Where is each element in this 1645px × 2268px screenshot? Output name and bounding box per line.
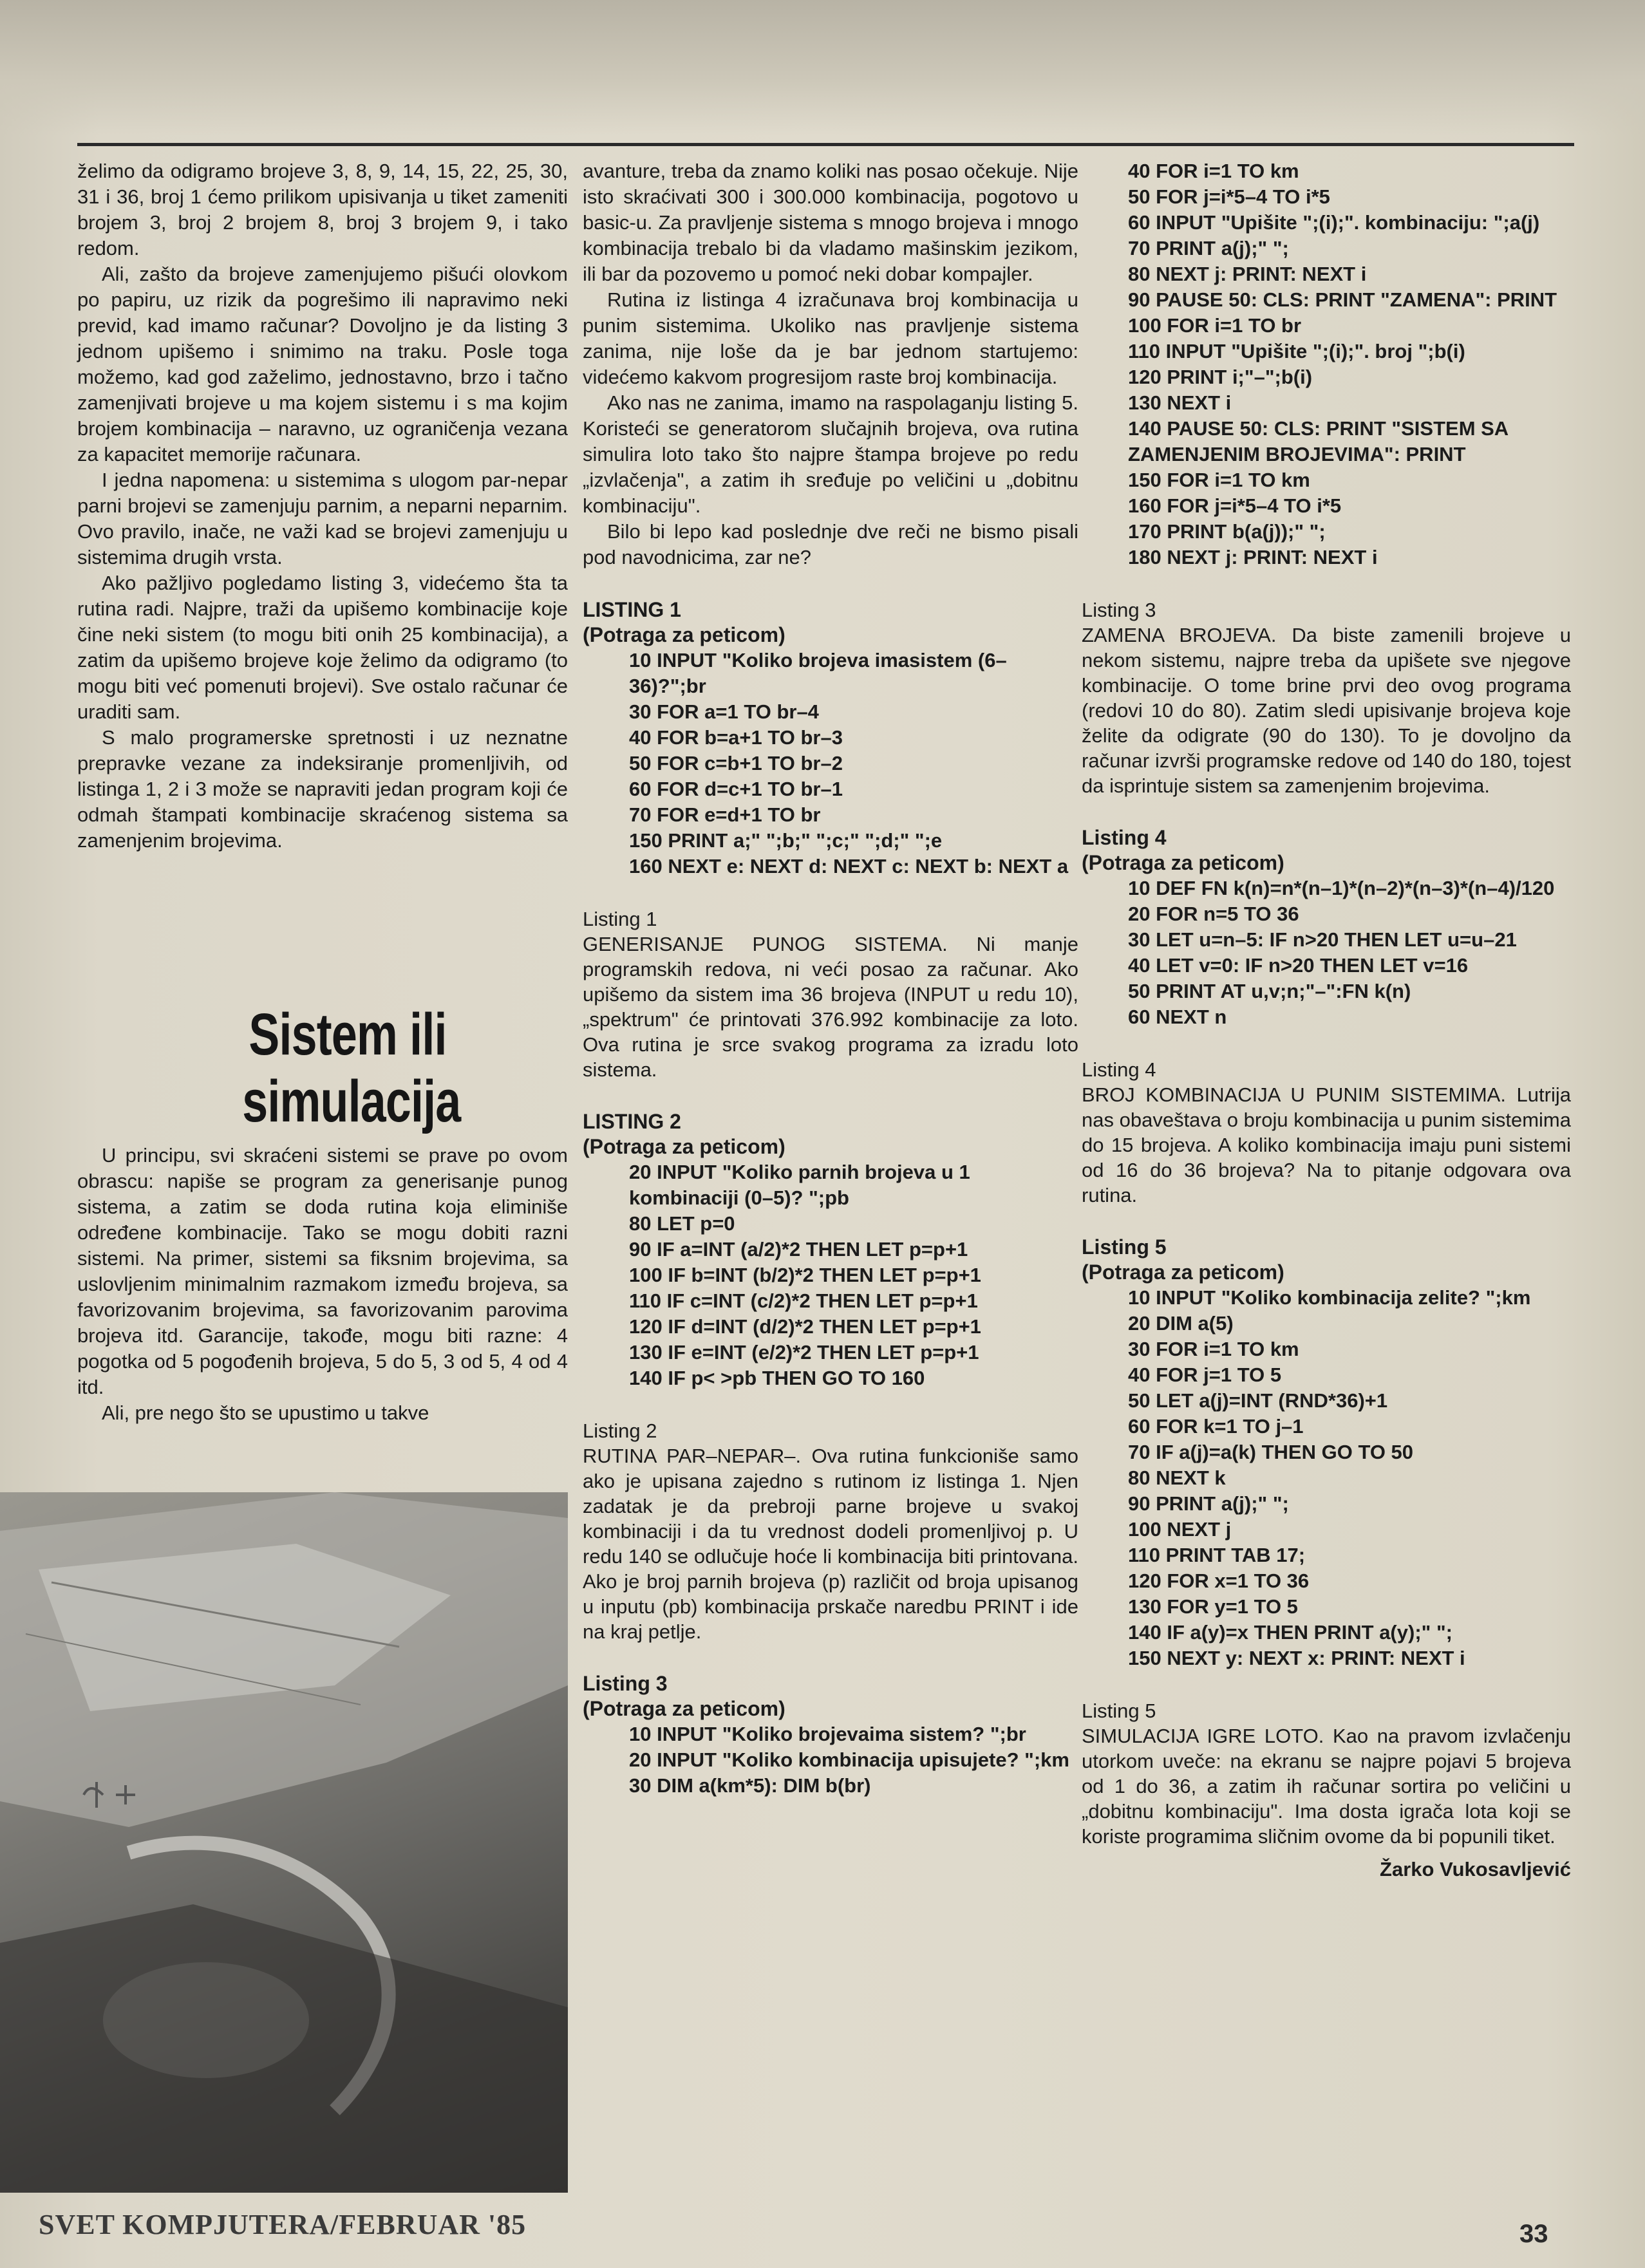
code-line: 130 IF e=INT (e/2)*2 THEN LET p=p+1 — [629, 1341, 979, 1364]
listing-title: LISTING 1 — [583, 598, 681, 621]
listing-subtitle: (Potraga za peticom) — [1082, 851, 1284, 874]
code-listing-3-continued — [1082, 158, 1571, 570]
code-line: 120 FOR x=1 TO 36 — [1128, 1570, 1310, 1592]
listing-subtitle: (Potraga za peticom) — [583, 1135, 785, 1158]
body-paragraph: S malo programerske spretnosti i uz neznatne prepravke vezane za indeksiranje promenljivih, od listinga 1, 2 i 3 može se napraviti jedan program koji će odmah štampati kombinacije skraćenog sistema sa zamenjenim brojevima. — [77, 726, 568, 852]
code-line: 140 IF a(y)=x THEN PRINT a(y);" "; — [1128, 1621, 1452, 1644]
body-paragraph: Ako nas ne zanima, imamo na raspolaganju listing 5. Koristeći se generatorom slučajnih brojeva, ova rutina simulira loto tako što najpre štampa brojeve po redu „izvlačenja", a zatim ih sređuje po veličini u „dobitnu kombinaciju". — [583, 391, 1078, 517]
code-line: 10 INPUT "Koliko kombinacija zelite? ";km — [1128, 1286, 1531, 1309]
code-line: 20 FOR n=5 TO 36 — [1128, 903, 1299, 925]
code-line: 80 NEXT k — [1128, 1467, 1226, 1489]
code-line: 110 INPUT "Upišite ";(i);". broj ";b(i) — [1128, 340, 1465, 362]
code-line: 40 FOR b=a+1 TO br–3 — [629, 726, 843, 749]
header-rule — [77, 143, 1574, 146]
column-2 — [583, 158, 1078, 1799]
code-line: 10 DEF FN k(n)=n*(n–1)*(n–2)*(n–3)*(n–4)/120 — [1128, 877, 1555, 899]
code-line: 150 PRINT a;" ";b;" ";c;" ";d;" ";e — [629, 829, 943, 852]
caption-text: ZAMENA BROJEVA. Da biste zamenili brojeve u nekom sistemu, najpre treba da upišete sve njegove kombinacije. O tome brine prvi deo ovog programa (redovi 10 do 80). Zatim sledi upisivanje brojeva koje želite da odigrate (90 do 130). To je dovoljno da računar izvrši programske redove od 140 do 180, tojest da isprintuje sistem sa zamenjenim brojevima. — [1082, 624, 1571, 797]
code-line: 10 INPUT "Koliko brojevaima sistem? ";br — [629, 1723, 1026, 1745]
photo-illustration — [0, 1492, 568, 2193]
code-line: 60 FOR d=c+1 TO br–1 — [629, 778, 843, 800]
code-line: 130 FOR y=1 TO 5 — [1128, 1595, 1298, 1618]
body-paragraph: I jedna napomena: u sistemima s ulogom par-nepar parni brojevi se zamenjuju parnim, a neparni neparnim. Ovo pravilo, inače, ne važi kad se brojevi zamenjuju u sistemima drugih vrsta. — [77, 469, 568, 568]
code-line: 40 LET v=0: IF n>20 THEN LET v=16 — [1128, 954, 1469, 977]
column-1-lower — [77, 1143, 568, 1426]
code-line: 10 INPUT "Koliko brojeva imasistem (6–36)?";br — [629, 649, 1007, 697]
caption-text: BROJ KOMBINACIJA U PUNIM SISTEMIMA. Lutrija nas obaveštava o broju kombinacija u punim sistemima do 15 brojeva. A koliko kombinacija imaju puni sistemi od 16 do 36 brojeva? Na to pitanje odgovara ova rutina. — [1082, 1083, 1571, 1206]
caption-title: Listing 4 — [1082, 1058, 1156, 1081]
article-photo — [0, 1492, 568, 2193]
listing-subtitle: (Potraga za peticom) — [583, 623, 785, 646]
author-signature: Žarko Vukosavljević — [1380, 1858, 1571, 1880]
code-line: 30 FOR i=1 TO km — [1128, 1338, 1299, 1360]
section-heading-line: Sistem ili — [249, 1002, 447, 1067]
caption-title: Listing 1 — [583, 908, 657, 930]
code-line: 80 LET p=0 — [629, 1212, 735, 1235]
caption-title: Listing 3 — [1082, 599, 1156, 621]
code-line: 80 NEXT j: PRINT: NEXT i — [1128, 263, 1367, 285]
section-heading — [242, 1001, 461, 1135]
page-top-shadow — [0, 0, 1645, 135]
code-listing-3 — [583, 1721, 1078, 1799]
body-paragraph: Ako pažljivo pogledamo listing 3, videćemo šta ta rutina radi. Najpre, traži da upišemo kombinacije koje čine neki sistem (to mogu biti onih 25 kombinacija), a zatim da upišemo brojeve koje želimo da odigramo (to mogu biti već pomenuti brojevi). Sve ostalo računar će uraditi sam. — [77, 572, 568, 723]
code-line: 160 NEXT e: NEXT d: NEXT c: NEXT b: NEXT a — [629, 855, 1069, 877]
caption-title: Listing 2 — [583, 1420, 657, 1442]
caption-text: SIMULACIJA IGRE LOTO. Kao na pravom izvlačenju utorkom uveče: na ekranu se najpre pojavi 5 brojeva od 1 do 36, a zatim ih računar sortira po veličini u „dobitnu kombinaciju". Ima dosta igrača lota koji se koriste programima sličnim ovome da bi popunili tiket. — [1082, 1725, 1571, 1848]
code-line: 130 NEXT i — [1128, 391, 1232, 414]
code-line: 60 NEXT n — [1128, 1006, 1227, 1028]
body-paragraph: U principu, svi skraćeni sistemi se prave po ovom obrascu: napiše se program za generisanje punog sistema, a zatim se doda rutina koja eliminiše određene kombinacije. Tako se mogu dobiti razni sistemi. Na primer, sistemi sa fiksnim brojevima, sa uslovljenim minimalnim razmakom između brojeva, sa favorizovanim brojevima, sa favorizovanim parovima brojeva itd. Garancije, takođe, mogu biti razne: 4 pogotka od 5 pogođenih brojeva, 5 do 5, 3 od 5, 4 od 4 itd. — [77, 1144, 568, 1398]
code-line: 70 IF a(j)=a(k) THEN GO TO 50 — [1128, 1441, 1414, 1463]
magazine-footer: SVET KOMPJUTERA/FEBRUAR '85 — [39, 2209, 527, 2240]
code-line: 160 FOR j=i*5–4 TO i*5 — [1128, 494, 1342, 517]
code-line: 120 IF d=INT (d/2)*2 THEN LET p=p+1 — [629, 1315, 981, 1338]
caption-text: RUTINA PAR–NEPAR–. Ova rutina funkcioniše samo ako je upisana zajedno s rutinom iz listinga 1. Njen zadatak je da prebroji parne brojeve u svakoj kombinaciji i da tu vrednost dodeli promenljivoj p. U redu 140 se odlučuje hoće li kombinacija biti printovana. Ako je broj parnih brojeva (p) različit od broja upisanog u inputu (pb) kombinacija prskače naredbu PRINT i ide na kraj petlje. — [583, 1445, 1078, 1643]
code-line: 30 FOR a=1 TO br–4 — [629, 700, 819, 723]
code-line: 100 IF b=INT (b/2)*2 THEN LET p=p+1 — [629, 1264, 981, 1286]
caption-text: GENERISANJE PUNOG SISTEMA. Ni manje programskih redova, ni veći posao za računar. Ako upišemo da sistem ima 36 brojeva (INPUT u redu 10), „spektrum" će printovati 376.992 kombinacije za loto. Ova rutina je srce svakog programa za izradu loto sistema. — [583, 933, 1078, 1081]
code-line: 50 PRINT AT u,v;n;"–":FN k(n) — [1128, 980, 1411, 1002]
code-line: 40 FOR j=1 TO 5 — [1128, 1364, 1282, 1386]
caption-title: Listing 5 — [1082, 1700, 1156, 1722]
body-paragraph: Ali, zašto da brojeve zamenjujemo pišući olovkom po papiru, uz rizik da pogrešimo ili napravimo neki previd, kad imamo računar? Dovoljno je da listing 3 jednom upišemo i snimimo na traku. Posle toga možemo, kad god zaželimo, jednostavno, brzo i tačno zamenjivati brojeve u ma kojem sistemu i s ma kojim brojem kombinacija – naravno, uz ograničenja vezana za kapacitet memorije računara. — [77, 263, 568, 465]
listing-subtitle: (Potraga za peticom) — [583, 1697, 785, 1720]
code-line: 90 PAUSE 50: CLS: PRINT "ZAMENA": PRINT — [1128, 288, 1557, 311]
code-listing-1 — [583, 648, 1078, 879]
code-line: 100 FOR i=1 TO br — [1128, 314, 1302, 337]
body-paragraph: Bilo bi lepo kad poslednje dve reči ne bismo pisali pod navodnicima, zar ne? — [583, 520, 1078, 568]
listing-title: LISTING 2 — [583, 1110, 681, 1133]
body-paragraph: želimo da odigramo brojeve 3, 8, 9, 14, 15, 22, 25, 30, 31 i 36, broj 1 ćemo prilikom upisivanja u tiket zameniti brojem 3, broj 2 brojem 8, broj 3 brojem 9, i tako redom. — [77, 160, 568, 259]
listing-title: Listing 4 — [1082, 826, 1167, 849]
listing-title: Listing 5 — [1082, 1235, 1167, 1259]
code-line: 20 INPUT "Koliko kombinacija upisujete? ";km — [629, 1748, 1069, 1771]
code-line: 60 INPUT "Upišite ";(i);". kombinaciju: ";a(j) — [1128, 211, 1540, 234]
code-line: 60 FOR k=1 TO j–1 — [1128, 1415, 1304, 1438]
code-line: 150 NEXT y: NEXT x: PRINT: NEXT i — [1128, 1647, 1465, 1669]
code-line: 140 IF p< >pb THEN GO TO 160 — [629, 1367, 925, 1389]
code-line: 30 DIM a(km*5): DIM b(br) — [629, 1774, 871, 1797]
page-number: 33 — [1519, 2220, 1548, 2248]
code-line: 110 IF c=INT (c/2)*2 THEN LET p=p+1 — [629, 1289, 978, 1312]
body-paragraph: avanture, treba da znamo koliki nas posao očekuje. Nije isto skraćivati 300 i 300.000 kombinacija, pogotovo u basic-u. Za pravljenje sistema s mnogo brojeva i mnogo kombinacija trebalo bi da vladamo mašinskim jezikom, ili bar da pozovemo u pomoć neki dobar kompajler. — [583, 160, 1078, 285]
code-line: 120 PRINT i;"–";b(i) — [1128, 366, 1313, 388]
code-line: 50 FOR j=i*5–4 TO i*5 — [1128, 185, 1330, 208]
code-line: 90 PRINT a(j);" "; — [1128, 1492, 1289, 1515]
code-line: 100 NEXT j — [1128, 1518, 1232, 1541]
code-line: 140 PAUSE 50: CLS: PRINT "SISTEM SA ZAMENJENIM BROJEVIMA": PRINT — [1128, 417, 1509, 465]
code-line: 70 FOR e=d+1 TO br — [629, 803, 821, 826]
code-line: 180 NEXT j: PRINT: NEXT i — [1128, 546, 1378, 568]
code-line: 50 LET a(j)=INT (RND*36)+1 — [1128, 1389, 1388, 1412]
code-line: 70 PRINT a(j);" "; — [1128, 237, 1289, 259]
body-paragraph: Ali, pre nego što se upustimo u takve — [102, 1401, 429, 1424]
listing-title: Listing 3 — [583, 1672, 668, 1695]
code-line: 30 LET u=n–5: IF n>20 THEN LET u=u–21 — [1128, 928, 1517, 951]
code-line: 90 IF a=INT (a/2)*2 THEN LET p=p+1 — [629, 1238, 968, 1261]
column-1 — [77, 158, 568, 854]
code-line: 20 INPUT "Koliko parnih brojeva u 1 kombinaciji (0–5)? ";pb — [629, 1161, 970, 1209]
code-line: 20 DIM a(5) — [1128, 1312, 1234, 1335]
code-listing-2 — [583, 1159, 1078, 1391]
code-line: 110 PRINT TAB 17; — [1128, 1544, 1306, 1566]
code-line: 170 PRINT b(a(j));" "; — [1128, 520, 1326, 543]
column-3 — [1082, 158, 1571, 1882]
code-line: 40 FOR i=1 TO km — [1128, 160, 1299, 182]
section-heading-line: simulacija — [242, 1069, 461, 1134]
code-listing-4 — [1082, 876, 1571, 1030]
body-paragraph: Rutina iz listinga 4 izračunava broj kombinacija u punim sistemima. Ukoliko nas pravljenje sistema zanima, nije loše da je bar jednom startujemo: videćemo kakvom progresijom raste broj kombinacija. — [583, 288, 1078, 388]
code-listing-5 — [1082, 1285, 1571, 1671]
listing-subtitle: (Potraga za peticom) — [1082, 1261, 1284, 1284]
code-line: 50 FOR c=b+1 TO br–2 — [629, 752, 843, 774]
code-line: 150 FOR i=1 TO km — [1128, 469, 1310, 491]
